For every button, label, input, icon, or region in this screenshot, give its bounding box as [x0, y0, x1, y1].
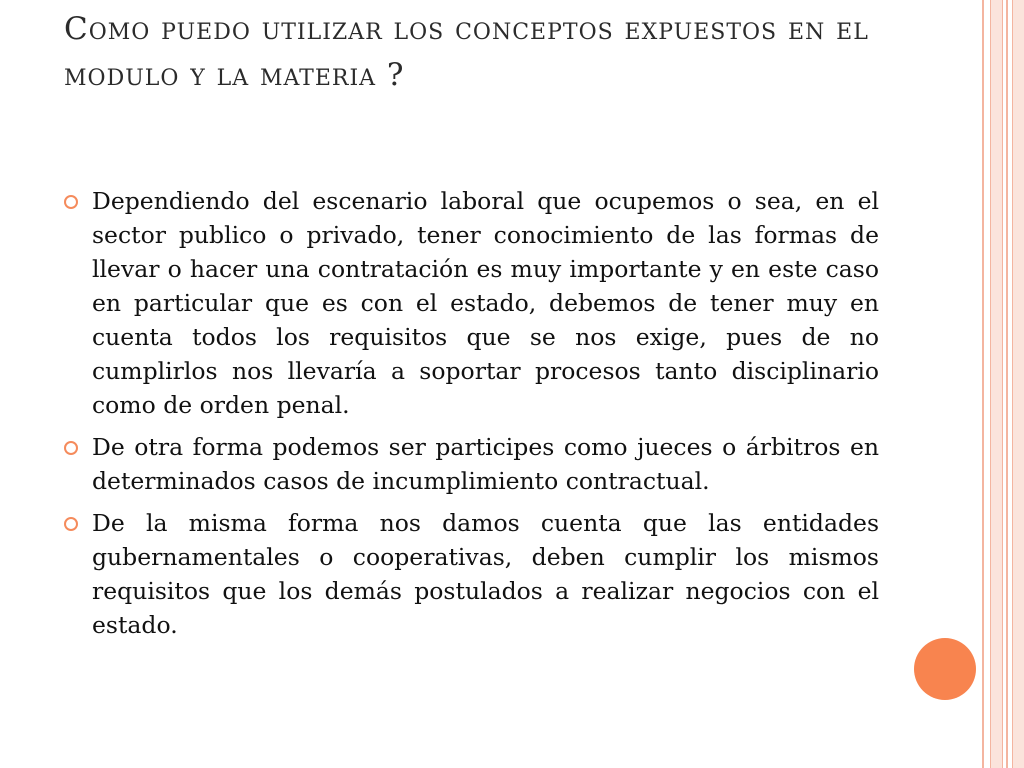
- ring-bullet-icon: [64, 517, 78, 531]
- bullet-list: [64, 184, 879, 650]
- slide-title: Como puedo utilizar los conceptos expuestos en el modulo y la materia ?: [64, 11, 869, 93]
- decorative-circle: [914, 638, 976, 700]
- ring-bullet-icon: [64, 441, 78, 455]
- bullet-text: De otra forma podemos ser participes como jueces o árbitros en determinados casos de incumplimiento contractual.: [92, 433, 879, 495]
- decorative-stripe: [1012, 0, 1024, 768]
- ring-bullet-icon: [64, 195, 78, 209]
- bullet-text: De la misma forma nos damos cuenta que las entidades gubernamentales o cooperativas, deben cumplir los mismos requisitos que los demás postulados a realizar negocios con el estado.: [92, 509, 879, 639]
- bullet-text: Dependiendo del escenario laboral que ocupemos o sea, en el sector publico o privado, tener conocimiento de las formas de llevar o hacer una contratación es muy importante y en este caso en particular que es con el estado, debemos de tener muy en cuenta todos los requisitos que se nos exige, pues de no cumplirlos nos llevaría a soportar procesos tanto disciplinario como de orden penal.: [92, 187, 879, 419]
- bullet-item: [64, 506, 879, 642]
- decorative-stripe: [990, 0, 1003, 768]
- decorative-stripe: [982, 0, 984, 768]
- decorative-stripe: [1006, 0, 1008, 768]
- bullet-item: [64, 184, 879, 422]
- bullet-item: [64, 430, 879, 498]
